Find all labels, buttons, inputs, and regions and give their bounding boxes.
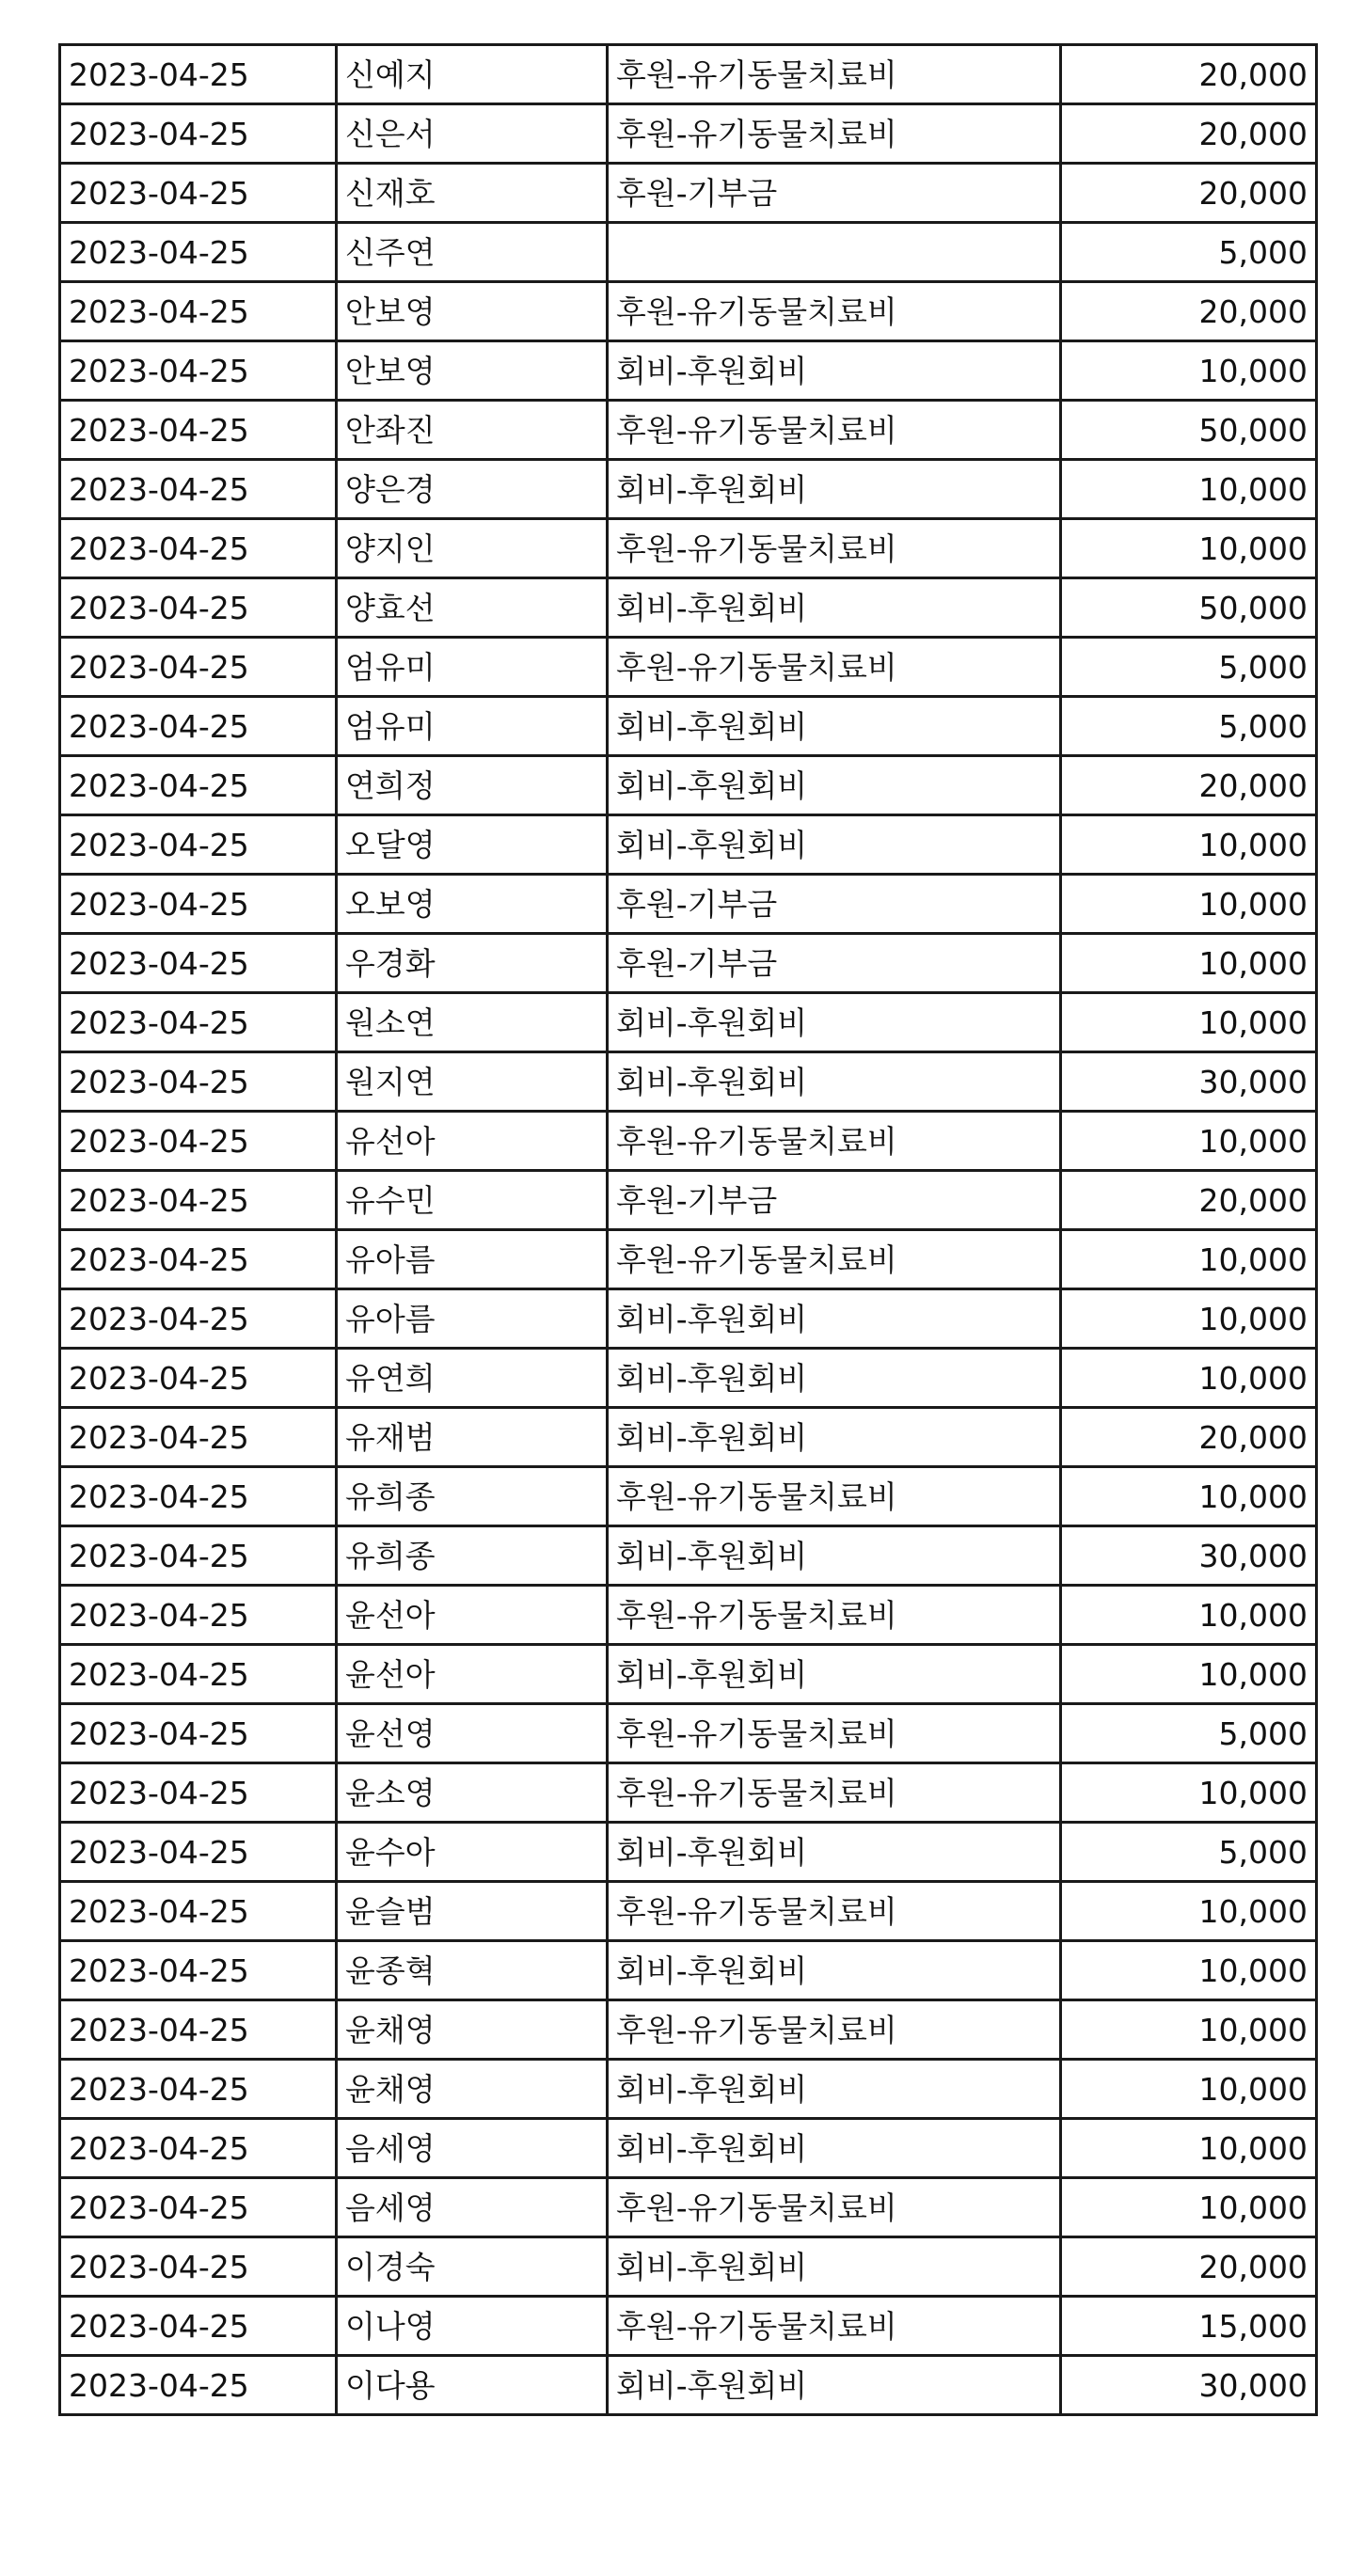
amount-cell: 5,000 (1061, 638, 1317, 697)
donor-name-cell: 신주연 (337, 223, 608, 282)
donor-name-cell: 유아름 (337, 1230, 608, 1289)
table-row (60, 1349, 1317, 1408)
category-cell: 후원-유기동물치료비 (608, 104, 1061, 164)
date-cell: 2023-04-25 (60, 1586, 337, 1645)
date-cell: 2023-04-25 (60, 1052, 337, 1112)
amount-cell: 5,000 (1061, 1823, 1317, 1882)
table-row (60, 2178, 1317, 2237)
donor-name-cell: 윤선아 (337, 1586, 608, 1645)
date-cell: 2023-04-25 (60, 519, 337, 578)
donor-name-cell: 유선아 (337, 1112, 608, 1171)
date-cell: 2023-04-25 (60, 1645, 337, 1704)
date-cell: 2023-04-25 (60, 460, 337, 519)
donor-name-cell: 윤선아 (337, 1645, 608, 1704)
donor-name-cell: 유연희 (337, 1349, 608, 1408)
date-cell: 2023-04-25 (60, 2060, 337, 2119)
amount-cell: 50,000 (1061, 578, 1317, 638)
table-row (60, 282, 1317, 341)
table-row (60, 2000, 1317, 2060)
donor-name-cell: 음세영 (337, 2178, 608, 2237)
date-cell: 2023-04-25 (60, 815, 337, 875)
category-cell: 회비-후원회비 (608, 1823, 1061, 1882)
donor-name-cell: 유아름 (337, 1289, 608, 1349)
category-cell: 후원-유기동물치료비 (608, 638, 1061, 697)
amount-cell: 10,000 (1061, 1230, 1317, 1289)
amount-cell: 20,000 (1061, 164, 1317, 223)
amount-cell: 10,000 (1061, 1882, 1317, 1941)
category-cell: 후원-유기동물치료비 (608, 1112, 1061, 1171)
category-cell: 회비-후원회비 (608, 756, 1061, 815)
donor-name-cell: 엄유미 (337, 697, 608, 756)
category-cell: 후원-유기동물치료비 (608, 519, 1061, 578)
table-row (60, 1704, 1317, 1763)
donor-name-cell: 윤선영 (337, 1704, 608, 1763)
donor-name-cell: 양효선 (337, 578, 608, 638)
amount-cell: 10,000 (1061, 993, 1317, 1052)
date-cell: 2023-04-25 (60, 1349, 337, 1408)
date-cell: 2023-04-25 (60, 104, 337, 164)
table-row (60, 1467, 1317, 1526)
date-cell: 2023-04-25 (60, 45, 337, 104)
table-row (60, 697, 1317, 756)
date-cell: 2023-04-25 (60, 1526, 337, 1586)
date-cell: 2023-04-25 (60, 1823, 337, 1882)
donor-name-cell: 안좌진 (337, 401, 608, 460)
donor-name-cell: 윤수아 (337, 1823, 608, 1882)
table-row (60, 2119, 1317, 2178)
amount-cell: 10,000 (1061, 815, 1317, 875)
date-cell: 2023-04-25 (60, 1112, 337, 1171)
amount-cell: 10,000 (1061, 1112, 1317, 1171)
category-cell: 회비-후원회비 (608, 578, 1061, 638)
amount-cell: 10,000 (1061, 1289, 1317, 1349)
table-row (60, 2356, 1317, 2415)
date-cell: 2023-04-25 (60, 401, 337, 460)
category-cell: 회비-후원회비 (608, 2356, 1061, 2415)
amount-cell: 10,000 (1061, 1349, 1317, 1408)
date-cell: 2023-04-25 (60, 875, 337, 934)
donor-name-cell: 양지인 (337, 519, 608, 578)
amount-cell: 30,000 (1061, 1526, 1317, 1586)
donor-name-cell: 이나영 (337, 2297, 608, 2356)
amount-cell: 10,000 (1061, 1941, 1317, 2000)
amount-cell: 20,000 (1061, 2237, 1317, 2297)
donor-name-cell: 양은경 (337, 460, 608, 519)
amount-cell: 20,000 (1061, 45, 1317, 104)
table-row (60, 2297, 1317, 2356)
table-row (60, 223, 1317, 282)
date-cell: 2023-04-25 (60, 2356, 337, 2415)
table-row (60, 1408, 1317, 1467)
amount-cell: 20,000 (1061, 1408, 1317, 1467)
category-cell: 회비-후원회비 (608, 2060, 1061, 2119)
donor-name-cell: 이경숙 (337, 2237, 608, 2297)
category-cell: 후원-유기동물치료비 (608, 2000, 1061, 2060)
date-cell: 2023-04-25 (60, 164, 337, 223)
table-row (60, 1526, 1317, 1586)
category-cell: 회비-후원회비 (608, 1289, 1061, 1349)
amount-cell: 10,000 (1061, 460, 1317, 519)
date-cell: 2023-04-25 (60, 282, 337, 341)
date-cell: 2023-04-25 (60, 1230, 337, 1289)
donor-name-cell: 원지연 (337, 1052, 608, 1112)
table-row (60, 578, 1317, 638)
date-cell: 2023-04-25 (60, 2237, 337, 2297)
category-cell: 회비-후원회비 (608, 341, 1061, 401)
category-cell: 회비-후원회비 (608, 1941, 1061, 2000)
table-row (60, 934, 1317, 993)
category-cell: 후원-유기동물치료비 (608, 45, 1061, 104)
date-cell: 2023-04-25 (60, 341, 337, 401)
amount-cell: 20,000 (1061, 282, 1317, 341)
amount-cell: 10,000 (1061, 1586, 1317, 1645)
category-cell: 회비-후원회비 (608, 1645, 1061, 1704)
amount-cell: 10,000 (1061, 2178, 1317, 2237)
date-cell: 2023-04-25 (60, 223, 337, 282)
table-row (60, 638, 1317, 697)
table-row (60, 45, 1317, 104)
date-cell: 2023-04-25 (60, 1408, 337, 1467)
date-cell: 2023-04-25 (60, 2119, 337, 2178)
category-cell: 후원-기부금 (608, 934, 1061, 993)
donor-name-cell: 윤종혁 (337, 1941, 608, 2000)
category-cell: 후원-유기동물치료비 (608, 401, 1061, 460)
date-cell: 2023-04-25 (60, 1171, 337, 1230)
table-row (60, 1763, 1317, 1823)
date-cell: 2023-04-25 (60, 1763, 337, 1823)
donor-name-cell: 우경화 (337, 934, 608, 993)
date-cell: 2023-04-25 (60, 578, 337, 638)
category-cell: 회비-후원회비 (608, 697, 1061, 756)
amount-cell: 20,000 (1061, 756, 1317, 815)
table-row (60, 1586, 1317, 1645)
donor-name-cell: 안보영 (337, 282, 608, 341)
amount-cell: 10,000 (1061, 341, 1317, 401)
table-row (60, 1230, 1317, 1289)
amount-cell: 20,000 (1061, 104, 1317, 164)
amount-cell: 10,000 (1061, 1467, 1317, 1526)
category-cell: 회비-후원회비 (608, 1408, 1061, 1467)
date-cell: 2023-04-25 (60, 638, 337, 697)
donor-name-cell: 유희종 (337, 1467, 608, 1526)
donor-name-cell: 유수민 (337, 1171, 608, 1230)
category-cell: 후원-유기동물치료비 (608, 2178, 1061, 2237)
donor-name-cell: 오보영 (337, 875, 608, 934)
amount-cell: 20,000 (1061, 1171, 1317, 1230)
table-row (60, 164, 1317, 223)
category-cell: 후원-기부금 (608, 875, 1061, 934)
donor-name-cell: 윤소영 (337, 1763, 608, 1823)
date-cell: 2023-04-25 (60, 756, 337, 815)
date-cell: 2023-04-25 (60, 934, 337, 993)
category-cell: 후원-유기동물치료비 (608, 2297, 1061, 2356)
table-row (60, 401, 1317, 460)
category-cell: 후원-유기동물치료비 (608, 282, 1061, 341)
table-row (60, 756, 1317, 815)
table-row (60, 1941, 1317, 2000)
donor-name-cell: 유재범 (337, 1408, 608, 1467)
table-row (60, 1171, 1317, 1230)
amount-cell: 30,000 (1061, 2356, 1317, 2415)
category-cell: 회비-후원회비 (608, 815, 1061, 875)
category-cell: 회비-후원회비 (608, 993, 1061, 1052)
donor-name-cell: 윤채영 (337, 2060, 608, 2119)
category-cell: 후원-유기동물치료비 (608, 1882, 1061, 1941)
date-cell: 2023-04-25 (60, 2000, 337, 2060)
donor-name-cell: 이다용 (337, 2356, 608, 2415)
donor-name-cell: 음세영 (337, 2119, 608, 2178)
table-row (60, 519, 1317, 578)
date-cell: 2023-04-25 (60, 1289, 337, 1349)
table-row (60, 104, 1317, 164)
amount-cell: 10,000 (1061, 1763, 1317, 1823)
donor-name-cell: 안보영 (337, 341, 608, 401)
donor-name-cell: 유희종 (337, 1526, 608, 1586)
category-cell: 후원-유기동물치료비 (608, 1586, 1061, 1645)
table-row (60, 2060, 1317, 2119)
amount-cell: 15,000 (1061, 2297, 1317, 2356)
category-cell: 회비-후원회비 (608, 1526, 1061, 1586)
date-cell: 2023-04-25 (60, 993, 337, 1052)
amount-cell: 5,000 (1061, 697, 1317, 756)
amount-cell: 5,000 (1061, 1704, 1317, 1763)
amount-cell: 10,000 (1061, 1645, 1317, 1704)
date-cell: 2023-04-25 (60, 2297, 337, 2356)
amount-cell: 10,000 (1061, 875, 1317, 934)
table-row (60, 341, 1317, 401)
amount-cell: 50,000 (1061, 401, 1317, 460)
table-row (60, 1052, 1317, 1112)
amount-cell: 10,000 (1061, 519, 1317, 578)
category-cell: 회비-후원회비 (608, 2237, 1061, 2297)
category-cell: 후원-기부금 (608, 164, 1061, 223)
category-cell (608, 223, 1061, 282)
amount-cell: 10,000 (1061, 934, 1317, 993)
category-cell: 후원-유기동물치료비 (608, 1230, 1061, 1289)
category-cell: 후원-기부금 (608, 1171, 1061, 1230)
ledger-body (60, 45, 1317, 2415)
donor-name-cell: 연희정 (337, 756, 608, 815)
category-cell: 회비-후원회비 (608, 460, 1061, 519)
amount-cell: 10,000 (1061, 2060, 1317, 2119)
date-cell: 2023-04-25 (60, 1704, 337, 1763)
table-row (60, 993, 1317, 1052)
category-cell: 회비-후원회비 (608, 1349, 1061, 1408)
category-cell: 후원-유기동물치료비 (608, 1467, 1061, 1526)
category-cell: 회비-후원회비 (608, 1052, 1061, 1112)
donor-name-cell: 오달영 (337, 815, 608, 875)
date-cell: 2023-04-25 (60, 1882, 337, 1941)
table-row (60, 1882, 1317, 1941)
table-row (60, 815, 1317, 875)
table-row (60, 1645, 1317, 1704)
donation-ledger-table (58, 43, 1318, 2416)
table-row (60, 1289, 1317, 1349)
donor-name-cell: 신재호 (337, 164, 608, 223)
table-row (60, 1823, 1317, 1882)
amount-cell: 10,000 (1061, 2000, 1317, 2060)
table-row (60, 460, 1317, 519)
category-cell: 후원-유기동물치료비 (608, 1704, 1061, 1763)
donor-name-cell: 신은서 (337, 104, 608, 164)
date-cell: 2023-04-25 (60, 2178, 337, 2237)
table-row (60, 2237, 1317, 2297)
donor-name-cell: 원소연 (337, 993, 608, 1052)
donor-name-cell: 엄유미 (337, 638, 608, 697)
amount-cell: 10,000 (1061, 2119, 1317, 2178)
category-cell: 후원-유기동물치료비 (608, 1763, 1061, 1823)
date-cell: 2023-04-25 (60, 697, 337, 756)
donor-name-cell: 윤슬범 (337, 1882, 608, 1941)
amount-cell: 5,000 (1061, 223, 1317, 282)
table-row (60, 875, 1317, 934)
amount-cell: 30,000 (1061, 1052, 1317, 1112)
donor-name-cell: 신예지 (337, 45, 608, 104)
table-row (60, 1112, 1317, 1171)
date-cell: 2023-04-25 (60, 1467, 337, 1526)
category-cell: 회비-후원회비 (608, 2119, 1061, 2178)
date-cell: 2023-04-25 (60, 1941, 337, 2000)
donor-name-cell: 윤채영 (337, 2000, 608, 2060)
